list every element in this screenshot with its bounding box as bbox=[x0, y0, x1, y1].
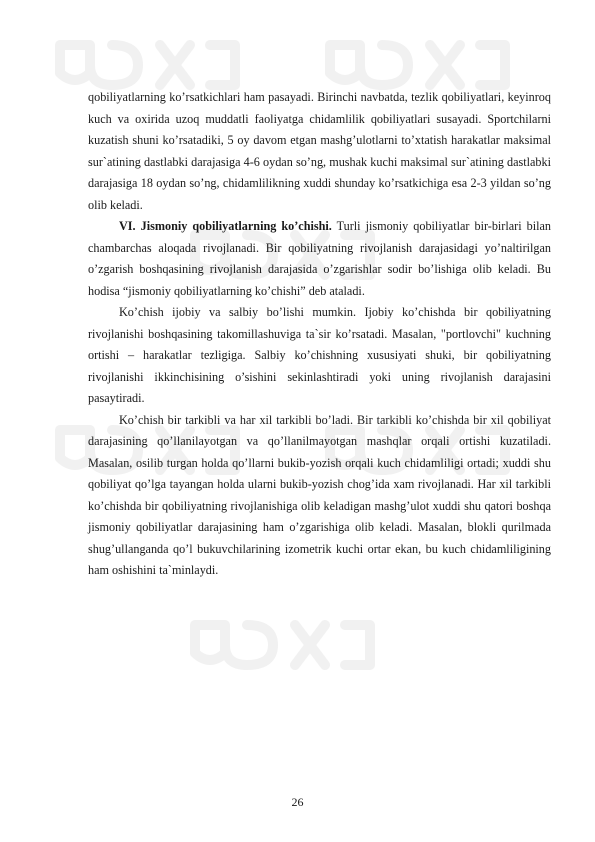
paragraph-transfer-types: Ko’chish ijobiy va salbiy bo’lishi mumkin. Ijobiy ko’chishda bir qobiliyatning rivojlanishi boshqasining takomillashuviga ta`sir ko’rsatadi. Masalan, "portlovchi" kuchning ortishi – harakatlar tezligiga. Salbiy ko’chishning xususiyati shuki, bir qobiliyatning rivojlanishi ikkinchisining o’sishini sekinlashtiradi yoki uning rivojlanish darajasini pasaytiradi. bbox=[88, 305, 551, 405]
page-number: 26 bbox=[291, 795, 304, 809]
paragraph-transfer-composition: Ko’chish bir tarkibli va har xil tarkibli bo’ladi. Bir tarkibli ko’chishda bir xil qobiliyat darajasining qo’llanilayotgan va qo’llanilmayotgan mashqlar orqali ortishi kuzatiladi. Masalan, osilib turgan holda qo’llarni bukib-yozish orqali kuch chidamliligi ortadi; xuddi shu qobiliyat qo’lga tayangan holda ularni bukib-yozish chog’ida xam rivojlanadi. Har xil tarkibli ko’chishda bir qobiliyatning rivojlanishiga olib keladigan mashg’ulot xuddi shu qatori boshqa jismoniy qobiliyatlar darajasining ham o’zgarishiga olib keladi. Masalan, blokli qurilmada shug’ullanganda qo’l bukuvchilarining izometrik kuchi ortar ekan, bu kuch chidamliligining ham oshishini ta`minlaydi. bbox=[88, 412, 551, 577]
section-heading: VI. Jismoniy qobiliyatlarning ko’chishi. bbox=[119, 219, 332, 233]
paragraph-text: Turli jismoniy qobiliyatlar bir-birlari bilan chambarchas aloqada rivojlanadi. Bir qobiliyatning rivojlanish darajasidagi yo’naltirilgan o’zgarish boshqasining rivojlanish darajasida o’zgarishlar sodir bo’lishiga olib keladi. Bu hodisa “jismoniy qobiliyatlarning ko’chishi” deb ataladi. bbox=[88, 219, 551, 298]
watermark-mark bbox=[195, 625, 370, 665]
paragraph-continuation: qobiliyatlarning ko’rsatkichlari ham pasayadi. Birinchi navbatda, tezlik qobiliyatlari, keyinroq kuch va oxirida uzoq muddatli faoliyatga chidamlilik qobiliyatlari susayadi. Sportchilarni kuzatish shuni ko’rsatadiki, 5 oy davom etgan mashg’ulotlarni to’xtatish harakatlar maksimal sur`atining dastlabki darajasiga 4-6 oydan so’ng, mushak kuchi maksimal sur`atining dastlabki darajasiga 18 oydan so’ng, chidamlilikning xuddi shunday ko’rsatkichiga esa 2-3 yildan so’ng olib keladi. bbox=[88, 90, 551, 212]
document-body bbox=[88, 87, 551, 582]
paragraph-section-vi bbox=[88, 216, 551, 302]
watermark-mark bbox=[330, 45, 505, 85]
watermark-mark bbox=[60, 45, 235, 85]
